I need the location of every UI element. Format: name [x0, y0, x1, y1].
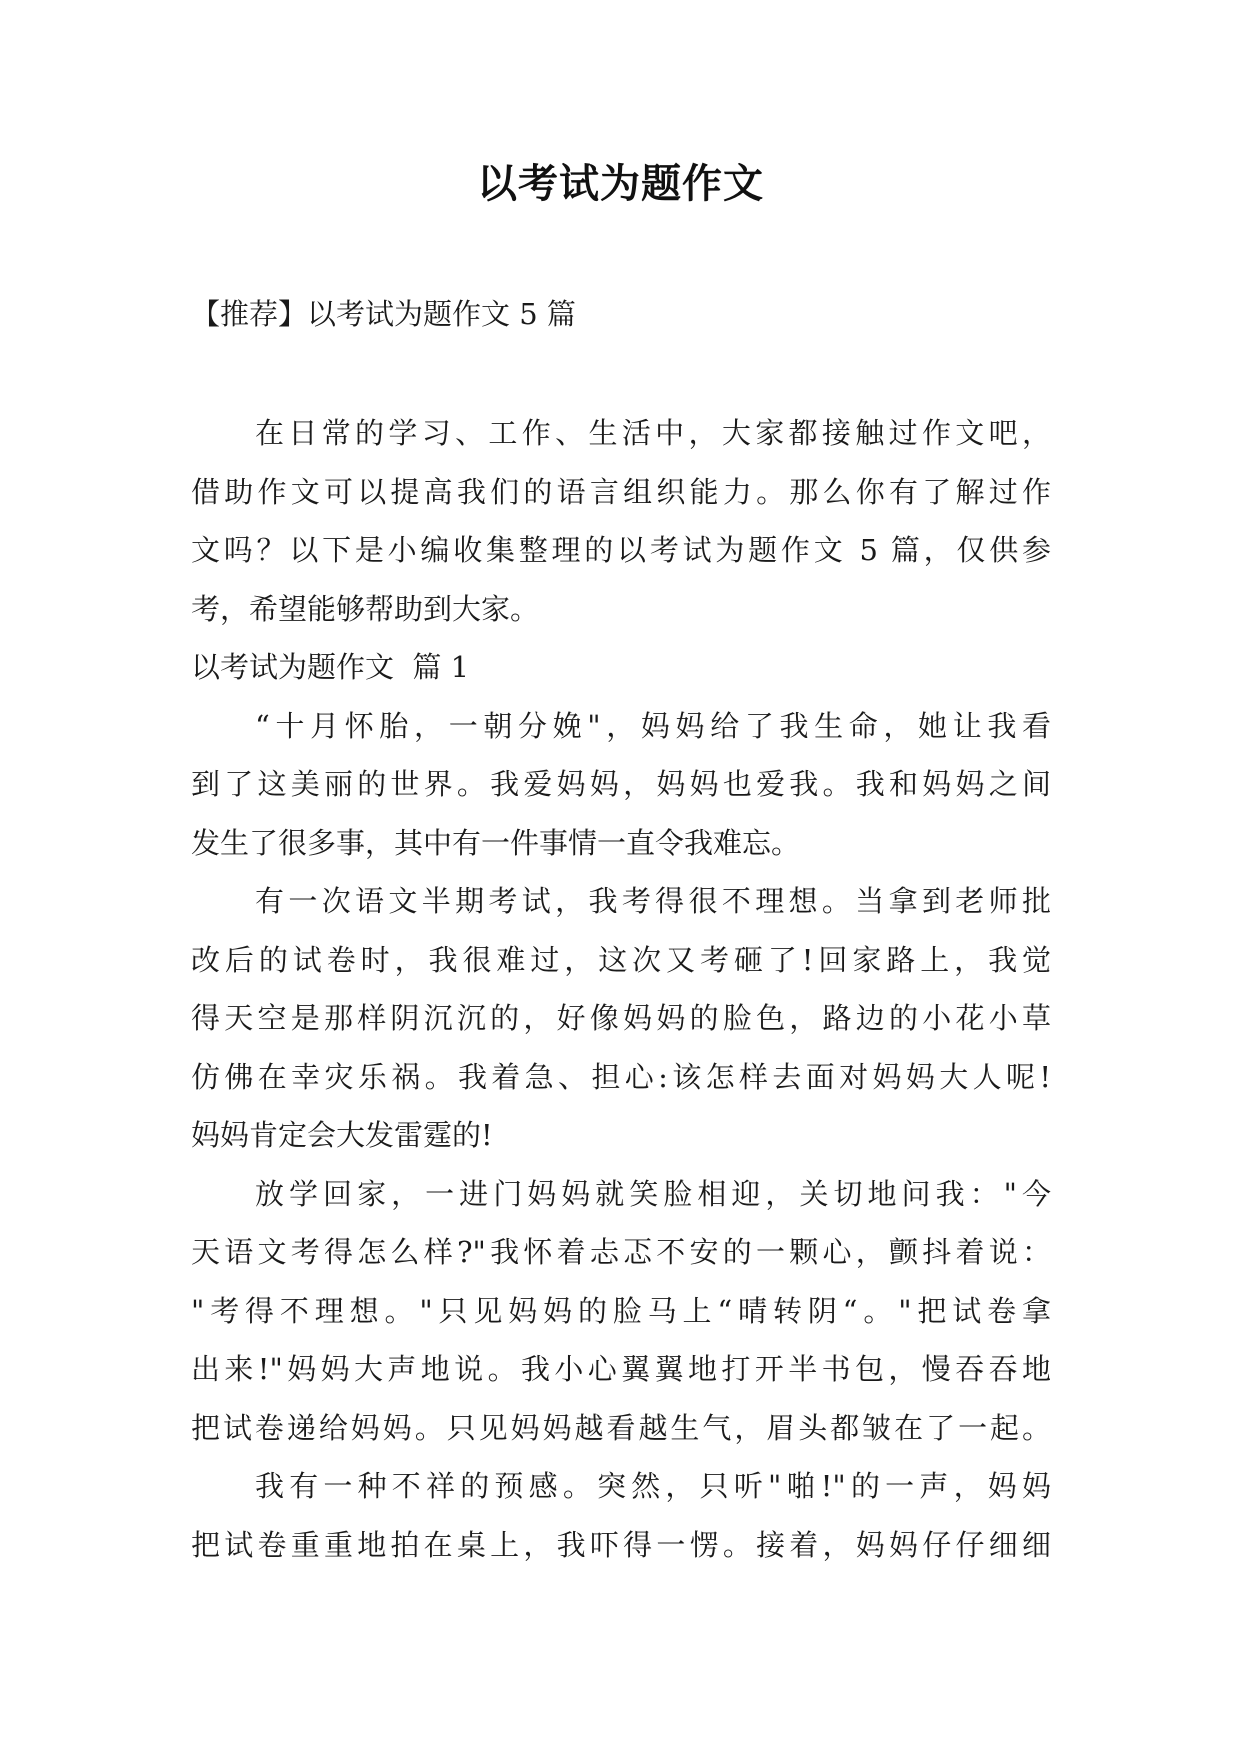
text-line: 发生了很多事，其中有一件事情一直令我难忘。: [191, 825, 801, 860]
text-line: 天语文考得怎么样?"我怀着忐忑不安的一颗心，颤抖着说：: [191, 1235, 1051, 1269]
text-line: 文吗？以下是小编收集整理的以考试为题作文 5 篇，仅供参: [191, 533, 1051, 567]
text-line: 在日常的学习、工作、生活中，大家都接触过作文吧，: [255, 416, 1051, 450]
section-heading: 以考试为题作文 篇 1: [191, 650, 470, 684]
text-line: 把试卷重重地拍在桌上，我吓得一愣。接着，妈妈仔仔细细: [191, 1527, 1051, 1562]
text-line: “十月怀胎，一朝分娩"，妈妈给了我生命，她让我看: [255, 708, 1051, 743]
text-line: 仿佛在幸灾乐祸。我着急、担心:该怎样去面对妈妈大人呢!: [191, 1059, 1051, 1094]
text-line: 把试卷递给妈妈。只见妈妈越看越生气，眉头都皱在了一起。: [191, 1410, 1051, 1445]
document-subtitle: 【推荐】以考试为题作文 5 篇: [191, 297, 576, 331]
text-line: 有一次语文半期考试，我考得很不理想。当拿到老师批: [255, 884, 1051, 918]
text-line: 借助作文可以提高我们的语言组织能力。那么你有了解过作: [191, 474, 1051, 509]
text-line: 出来!"妈妈大声地说。我小心翼翼地打开半书包，慢吞吞地: [191, 1352, 1051, 1386]
text-line: 考，希望能够帮助到大家。: [191, 591, 540, 626]
text-line: 改后的试卷时，我很难过，这次又考砸了!回家路上，我觉: [191, 942, 1051, 977]
text-line: 到了这美丽的世界。我爱妈妈，妈妈也爱我。我和妈妈之间: [191, 767, 1051, 801]
document-title: 以考试为题作文: [477, 161, 764, 207]
text-line: 我有一种不祥的预感。突然，只听"啪!"的一声，妈妈: [255, 1469, 1051, 1503]
text-line: 放学回家，一进门妈妈就笑脸相迎，关切地问我："今: [255, 1176, 1051, 1211]
document-body: [191, 404, 1051, 1574]
text-line: "考得不理想。"只见妈妈的脸马上“晴转阴“。"把试卷拿: [191, 1293, 1051, 1328]
text-line: 得天空是那样阴沉沉的，好像妈妈的脸色，路边的小花小草: [191, 1001, 1051, 1035]
text-line: 妈妈肯定会大发雷霆的!: [191, 1118, 493, 1152]
